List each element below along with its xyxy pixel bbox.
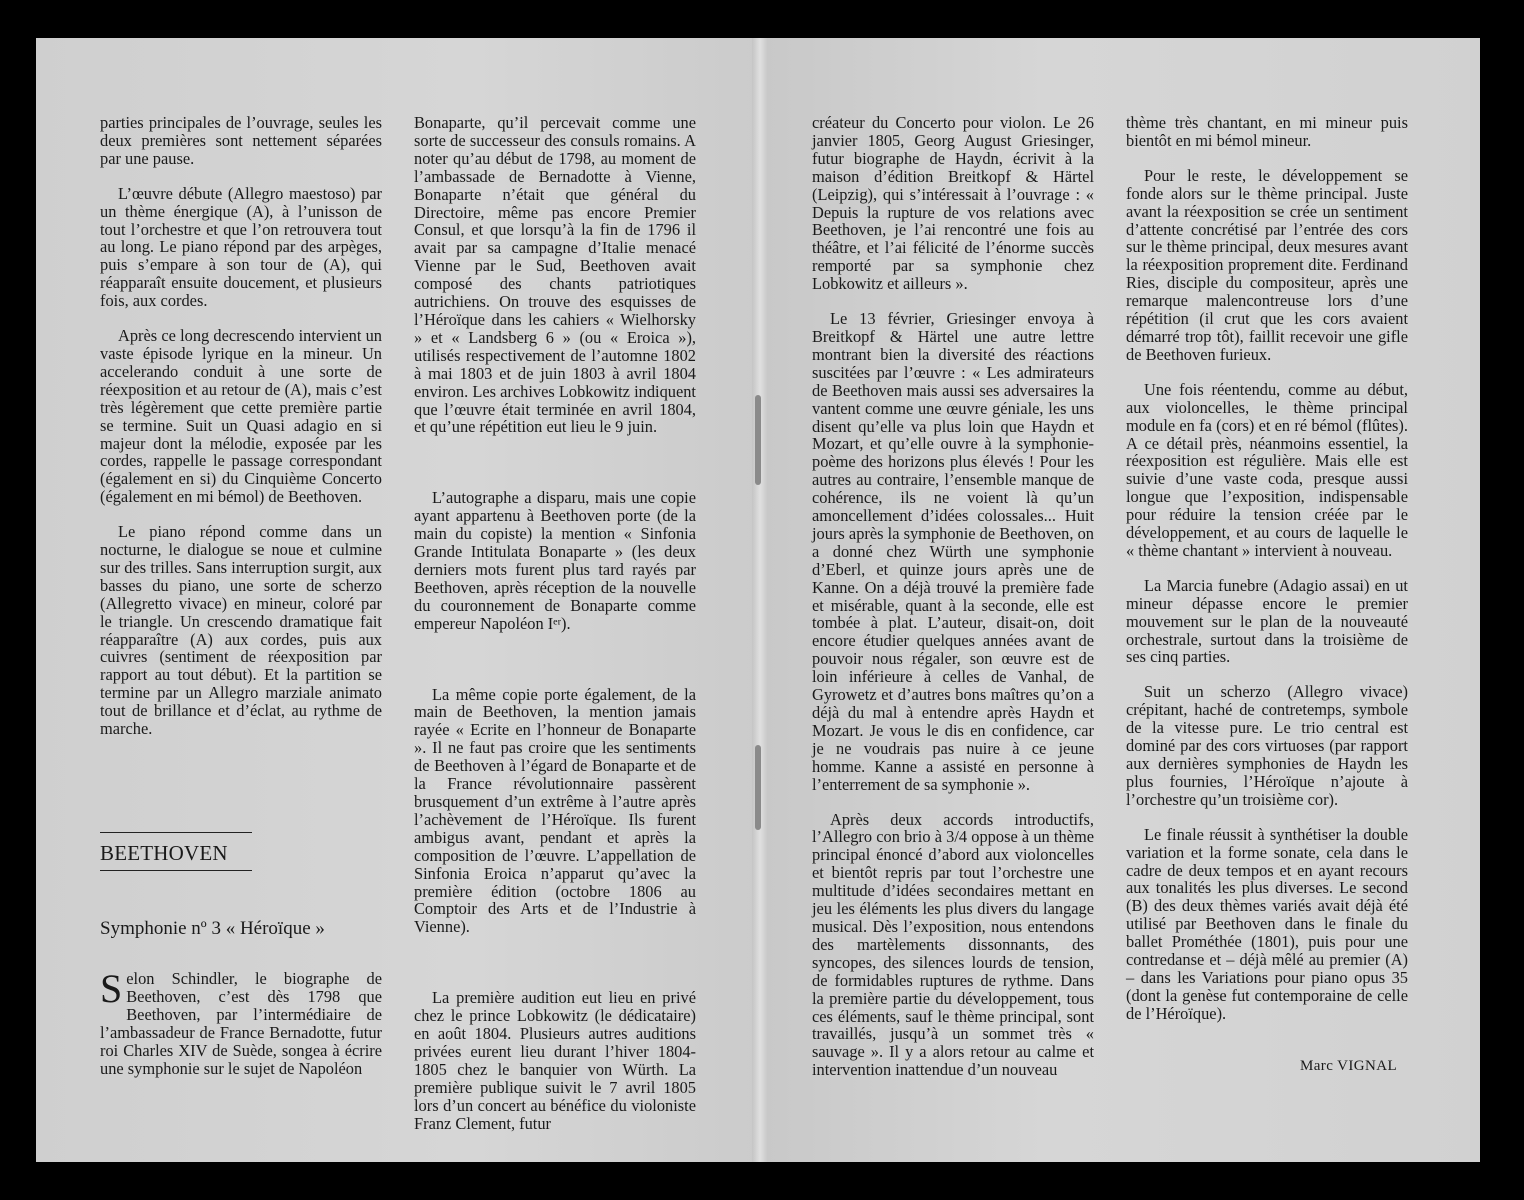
- heading-rule-bottom: [100, 870, 252, 871]
- paragraph: Bonaparte, qu’il percevait comme une sorte de successeur des consuls romains. A noter qu’au début de 1798, au moment de l’ambassade de Bernadotte à Vienne, Bonaparte n’était que général du Directoire, même pas encore Premier Consul, et que lorsqu’à la fin de 1796 il avait par sa campagne d’Italie menacé Vienne par le Sud, Beethoven avait composé des chants patriotiques autrichiens. On trouve des esquisses de l’Héroïque dans les cahiers « Wielhorsky » et « Landsberg 6 » (ou « Eroica »), utilisés respectivement de l’automne 1802 à mai 1803 et de juin 1803 à avril 1804 environ. Les archives Lobkowitz indiquent que l’œuvre était terminée en avril 1804, et qu’une répétition eut lieu le 9 juin.: [414, 113, 696, 437]
- paragraph: Après deux accords introductifs, l’Allegro con brio à 3/4 oppose à un thème principal énoncé d’abord aux violoncelles et bientôt repris par tout l’orchestre une multitude d’idées secondaires mettant en jeu les éléments les plus divers du langage musical. Dès l’exposition, nous entendons des martèlements dissonnants, des syncopes, des silences lourds de tension, de formidables ruptures de rythme. Dans la première partie du développement, tous ces éléments, sauf le thème principal, sont travaillés, jusqu’à un sommet très « sauvage ». Il y a alors retour au calme et intervention inattendue d’un nouveau: [812, 809, 1094, 1080]
- column-1: [100, 114, 382, 755]
- paragraph: Suit un scherzo (Allegro vivace) crépitant, haché de contretemps, symbole de la vitesse pure. Le trio central est dominé par des cors virtuoses (par rapport aux dernières symphonies de Haydn les plus fournies, l’Héroïque n’ajoute à l’orchestre qu’un troisième cor).: [1126, 682, 1408, 809]
- paragraph: Le finale réussit à synthétiser la double variation et la forme sonate, cela dans le cadre de deux tempos et en ayant recours aux tonalités les plus diverses. Le second (B) des deux thèmes variés avait déjà été utilisé par Beethoven dans le finale du ballet Prométhée (1801), puis pour une contredanse et – déjà mêlé au premier (A) – dans les Variations pour piano opus 35 (dont la genèse fut contemporaine de celle de l’Héroïque).: [1126, 824, 1408, 1023]
- paragraph: La première audition eut lieu en privé chez le prince Lobkowitz (le dédicataire) en août 1804. Plusieurs autres auditions privées eurent lieu durant l’hiver 1804-1805 chez le banquier von Würth. La première publique suivit le 7 avril 1805 lors d’un concert au bénéfice du violoniste Franz Clement, futur: [414, 988, 696, 1133]
- intro-paragraph: [100, 966, 382, 1078]
- composer-heading: BEETHOVEN: [100, 841, 228, 865]
- paragraph: Pour le reste, le développement se fonde alors sur le thème principal. Juste avant la réexposition se crée un sentiment d’attente concrétisé par l’entrée des cors sur le thème principal, deux mesures avant la réexposition proprement dite. Ferdinand Ries, disciple du compositeur, après une remarque malencontreuse lors d’une répétition (il crut que les cors avaient démarré trop tôt), faillit recevoir une gifle de Beethoven furieux.: [1126, 165, 1408, 364]
- intro-text: elon Schindler, le biographe de Beethoven, c’est dès 1798 que Beethoven, par l’intermédiaire de l’ambassadeur de France Bernadotte, futur roi Charles XIV de Suède, songea à écrire une symphonie sur le sujet de Napoléon: [100, 969, 382, 1078]
- author-signature: Marc VIGNAL: [1300, 1058, 1398, 1074]
- paragraph: La Marcia funebre (Adagio assai) en ut mineur dépasse encore le premier mouvement sur le plan de la nouveauté orchestrale, surtout dans la troisième de ses cinq parties.: [1126, 575, 1408, 667]
- paragraph: La même copie porte également, de la main de Beethoven, la mention jamais rayée « Ecrite en l’honneur de Bonaparte ». Il ne faut pas croire que les sentiments de Beethoven à l’égard de Bonaparte et de la France révolutionnaire passèrent brusquement d’un extrême à l’autre après l’achèvement de l’Héroïque. Ils furent ambigus avant, pendant et après la composition de l’œuvre. L’appellation de Sinfonia Eroica n’apparut qu’avec la première édition (octobre 1806 au Comptoir des Arts et de l’Industrie à Vienne).: [414, 684, 696, 937]
- paragraph: L’autographe a disparu, mais une copie ayant appartenu à Beethoven porte (de la main du copiste) la mention « Sinfonia Grande Intitulata Bonaparte » (les deux derniers mots furent plus tard rayés par Beethoven, après réception de la nouvelle du couronnement de Bonaparte comme empereur Napoléon Iᵉʳ).: [414, 488, 696, 633]
- paragraph: Une fois réentendu, comme au début, aux violoncelles, le thème principal module en fa (cors) et en ré bémol (flûtes). A ce détail près, néanmoins essentiel, la réexposition est régulière. Mais elle est suivie d’une vaste coda, presque aussi longue que l’exposition, indispensable pour réduire la tension créée par le développement, et au cours de laquelle le « thème chantant » intervient à nouveau.: [1126, 379, 1408, 560]
- staple-bottom: [755, 745, 761, 830]
- paragraph: Le 13 février, Griesinger envoya à Breitkopf & Härtel une autre lettre montrant bien la diversité des réactions suscitées par l’œuvre : « Les admirateurs de Beethoven mais aussi ses adversaires la vantent comme une œuvre géniale, les uns disent qu’elle va plus loin que Haydn et Mozart, et qu’elle ouvre à la symphonie-poème des horizons plus élevés ! Pour les autres au contraire, l’ensemble manque de cohérence, ils ne voient là qu’un amoncellement d’idées colossales... Huit jours après la symphonie de Beethoven, on a donné chez Würth une symphonie d’Eberl, et quinze jours après une de Kanne. On a déjà trouvé la première fade et misérable, quant à la seconde, elle est tombée à plat. L’auteur, disait-on, doit encore étudier quelques années avant de pouvoir nous régaler, son œuvre est de loin inférieure à celles de Vanhal, de Gyrowetz et d’autres bons maîtres qu’on a déjà du mal à entendre après Haydn et Mozart. Je vous le dis en confidence, car je ne voudrais pas nuire à ce jeune homme. Kanne a assisté en personne à l’enterrement de sa symphonie ».: [812, 309, 1094, 794]
- drop-cap: S: [100, 966, 123, 1011]
- book-gutter: [752, 38, 768, 1162]
- work-title: Symphonie nº 3 « Héroïque »: [100, 918, 325, 939]
- column-3: [812, 114, 1094, 1096]
- staple-top: [755, 395, 761, 485]
- paragraph: créateur du Concerto pour violon. Le 26 janvier 1805, Georg August Griesinger, futur biographe de Haydn, écrivit à la maison d’édition Breitkopf & Härtel (Leipzig), qui s’intéressait à l’ouvrage : « Depuis la rupture de vos relations avec Beethoven, je l’ai rencontré une fois au théâtre, et l’ai félicité de l’énorme succès remporté par sa symphonie chez Lobkowitz et ailleurs ».: [812, 113, 1094, 294]
- paragraph: Après ce long decrescendo intervient un vaste épisode lyrique en la mineur. Un accelerando conduit à une sorte de réexposition et au retour de (A), mais c’est très légèrement que cette première partie se termine. Suit un Quasi adagio en si majeur dont la mélodie, exposée par les cordes, rappelle le passage correspondant (également en si) du Cinquième Concerto (également en mi bémol) de Beethoven.: [100, 326, 382, 507]
- paragraph: thème très chantant, en mi mineur puis bientôt en mi bémol mineur.: [1126, 113, 1408, 150]
- paragraph: Le piano répond comme dans un nocturne, le dialogue se noue et culmine sur des trilles. Sans interruption surgit, aux basses du piano, une sorte de scherzo (Allegretto vivace) en mineur, coloré par le triangle. Un crescendo dramatique fait réapparaître (A) aux cordes, puis aux cuivres (sentiment de réexposition par rapport au tout début). Et la partition se termine par un Allegro marziale animato tout de brillance et d’éclat, au rythme de marche.: [100, 522, 382, 739]
- column-4: [1126, 114, 1408, 1040]
- composer-heading-block: [100, 832, 252, 871]
- column-2: [414, 114, 696, 1150]
- paragraph: L’œuvre débute (Allegro maestoso) par un thème énergique (A), à l’unisson de tout l’orchestre et que l’on retrouvera tout au long. Le piano répond par des arpèges, puis s’empare à son tour de (A), qui réapparaît ensuite doucement, et plusieurs fois, aux cordes.: [100, 183, 382, 311]
- paragraph: parties principales de l’ouvrage, seules les deux premières sont nettement séparées par une pause.: [100, 113, 382, 168]
